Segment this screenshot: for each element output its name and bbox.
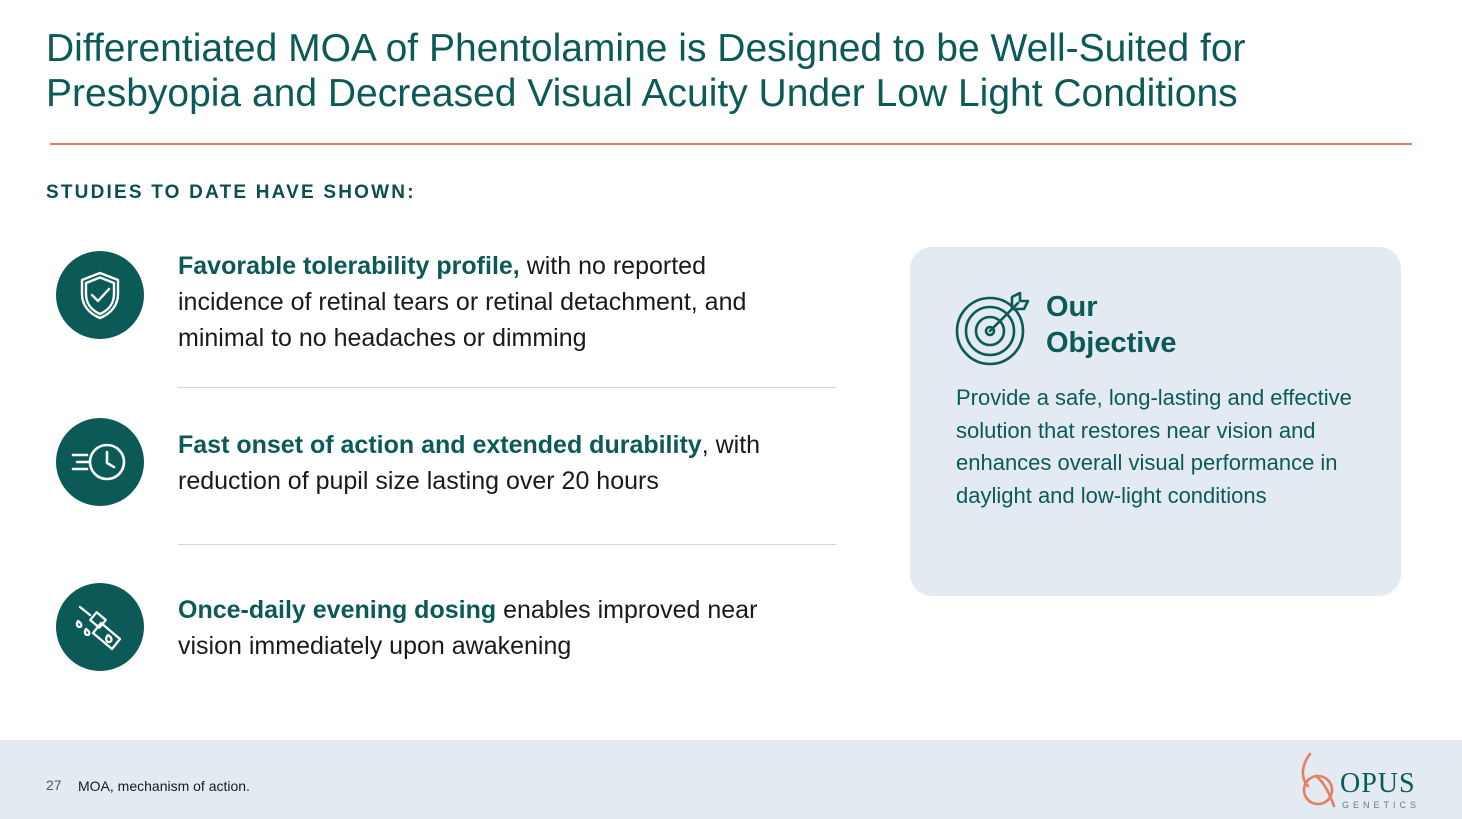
section-subheading: STUDIES TO DATE HAVE SHOWN: [46, 182, 416, 203]
opus-genetics-logo [1296, 750, 1436, 812]
benefit-text-dosing [178, 592, 798, 664]
footnote: MOA, mechanism of action. [78, 778, 250, 794]
objective-text: Provide a safe, long-lasting and effective solution that restores near vision and enhances overall visual performance in daylight and low-light conditions [956, 385, 1352, 508]
objective-title [1046, 289, 1246, 361]
item-divider [178, 544, 836, 545]
benefit-rest: , with reduction of pupil size lasting over 20 hours [178, 431, 761, 495]
eye-dropper-icon [56, 583, 144, 671]
benefit-text-tolerability [178, 248, 798, 356]
title-divider [50, 143, 1412, 145]
benefit-bold: Fast onset of action and extended durability [178, 431, 702, 459]
benefit-bold: Favorable tolerability profile, [178, 252, 520, 280]
page-title: Differentiated MOA of Phentolamine is Designed to be Well-Suited for Presbyopia and Decreased Visual Acuity Under Low Light Conditions [46, 27, 1246, 115]
footer-bar [0, 740, 1462, 819]
objective-title-line1: Our [1046, 291, 1098, 323]
benefit-rest: with no reported incidence of retinal tears or retinal detachment, and minimal to no headaches or dimming [178, 252, 747, 352]
item-divider [178, 387, 836, 388]
benefit-text-onset [178, 427, 798, 499]
logo-subtext: GENETICS [1342, 800, 1421, 810]
shield-check-icon [56, 251, 144, 339]
objective-title-line2: Objective [1046, 327, 1177, 359]
benefit-rest: enables improved near vision immediately upon awakening [178, 596, 758, 660]
benefit-bold: Once-daily evening dosing [178, 596, 497, 624]
target-arrow-icon [954, 291, 1030, 367]
fast-clock-icon [56, 418, 144, 506]
objective-panel [910, 247, 1401, 596]
logo-wordmark: OPUS [1340, 768, 1416, 799]
page-number: 27 [46, 777, 62, 793]
